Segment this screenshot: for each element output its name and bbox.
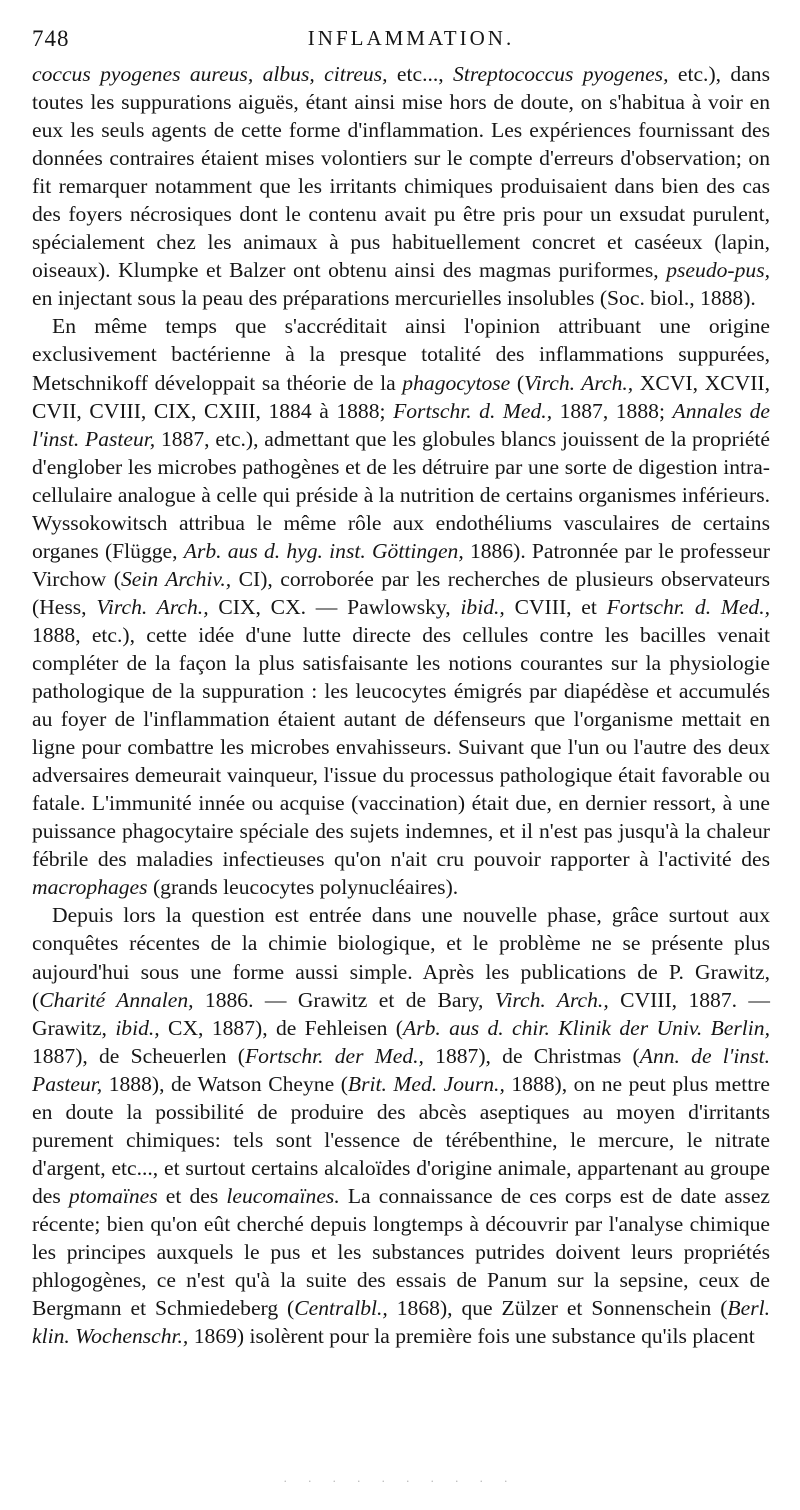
text-run: 1868), que Zülzer et Sonnenschein ( (387, 1296, 728, 1321)
text-run: 1886. — Grawitz et de Bary, (193, 987, 495, 1012)
page-number: 748 (32, 26, 70, 51)
italic-text-run: ibid., (460, 594, 505, 619)
italic-text-run: Annales de l'inst. Pasteur, (32, 398, 770, 451)
text-run: 1887, etc.), admettant que les globules blancs jouissent de la propriété d'englober les microbes pathogènes et de les détruire par une sorte de digestion intra-cellulaire analogue à celle qui préside à la nutrition de certains organismes inférieurs. Wyssokowitsch attribua le même rôle aux endothéliums vasculaires de certains organes (Flügge, (32, 426, 770, 563)
text-run: 1888), de Watson Cheyne ( (102, 1071, 348, 1096)
text-run: ( (510, 370, 525, 395)
italic-text-run: leucomaïnes. (226, 1183, 340, 1208)
text-run: 1887), de Christmas ( (423, 1043, 640, 1068)
text-run: CIX, CX. — Pawlowsky, (208, 594, 461, 619)
text-run: La connaissance de ces corps est de date assez récente; bien qu'on eût cherché depuis longtemps à découvrir par l'analyse chimique les principes auxquels le pus et les substances putrides doivent leurs propriétés phlogogènes, ce n'est qu'à la suite des essais de Panum sur la sepsine, ceux de Bergmann et Schmiedeberg ( (32, 1183, 771, 1321)
italic-text-run: Virch. Arch., (96, 594, 209, 619)
text-run: Depuis lors la question est entrée dans une nouvelle phase, grâce surtout aux conquêtes récentes de la chimie biologique, et le problème ne se présente plus aujourd'hui sous une forme aussi simple. Après les publications de P. Grawitz, ( (32, 903, 770, 1012)
italic-text-run: Brit. Med. Journ., (347, 1071, 505, 1096)
body-text (32, 60, 770, 1350)
running-header (30, 26, 770, 58)
text-run: En même temps que s'accréditait ainsi l'opinion attribuant une origine exclusivement bactérienne à la presque totalité des inflammations suppurées, Metschnikoff développait sa théorie de la (32, 314, 770, 395)
italic-text-run: Centralbl., (294, 1296, 388, 1321)
italic-text-run: Charité Annalen, (39, 987, 194, 1012)
text-run: 1888, etc.), cette idée d'une lutte directe des cellules contre les bacilles venait compléter de la façon la plus satisfaisante les notions courantes sur la physiologie pathologique de la suppuration : les leucocytes émigrés par diapédèse et accumulés au foyer de l'inflammation étaient autant de défenseurs que l'organisme mettait en ligne pour combattre les microbes envahisseurs. Suivant que l'un ou l'autre des deux adversaires demeurait vainqueur, l'issue du processus pathologique était favorable ou fatale. L'immunité innée ou acquise (vaccination) était due, en dernier ressort, à une puissance phagocytaire spéciale des sujets indemnes, et il n'est pas jusqu'à la chaleur fébrile des maladies infectieuses qu'on n'ait cru pouvoir rapporter à l'activité des (32, 622, 770, 872)
running-title: INFLAMMATION. (307, 26, 515, 50)
italic-text-run: Fortschr. d. Med., (393, 398, 553, 423)
paragraph-3 (32, 901, 770, 1350)
italic-text-run: ibid., (115, 1015, 160, 1040)
italic-text-run: Berl. klin. Wochenschr., (32, 1296, 770, 1349)
text-run: CVIII, 1887. — Grawitz, (32, 987, 770, 1040)
italic-text-run: Ann. de l'inst. Pasteur, (32, 1043, 770, 1096)
italic-text-run: Sein Archiv., (120, 566, 232, 591)
paragraph-2 (32, 312, 770, 901)
italic-text-run: pseudo-pus, (666, 258, 770, 283)
text-run: XCVI, XCVII, CVII, CVIII, CIX, CXIII, 1884 à 1888; (32, 370, 771, 423)
text-run: en injectant sous la peau des préparations mercurielles insolubles (Soc. biol., 1888). (32, 286, 756, 311)
italic-text-run: Virch. Arch., (524, 370, 634, 395)
text-run: et des (157, 1183, 227, 1208)
text-run: 1888), on ne peut plus mettre en doute la possibilité de produire des abcès aseptiques au moyen d'irritants purement chimiques: tels sont l'essence de térébenthine, le mercure, le nitrate d'argent, etc..., et surtout certains alcaloïdes d'origine animale, appartenant au groupe des (32, 1071, 770, 1208)
italic-text-run: coccus pyogenes aureus, albus, citreus, (32, 62, 388, 86)
text-run: etc.), dans toutes les suppurations aiguës, étant ainsi mise hors de doute, on s'habitua à voir en eux les seuls agents de cette forme d'inflammation. Les expériences fournissant des données contraires étaient mises volontiers sur le compte d'erreurs d'observation; on fit remarquer notamment que les irritants chimiques produisaient dans bien des cas des foyers nécrosiques dont le contenu avait pu être pris pour un exsudat purulent, spécialement chez les animaux à pus habituellement concret et caséeux (lapin, oiseaux). Klumpke et Balzer ont obtenu ainsi des magmas puriformes, (32, 62, 770, 283)
text-run: 1887, 1888; (552, 398, 673, 423)
text-run: 1887), de Scheuerlen ( (32, 1043, 245, 1068)
bottom-margin-specks: . . . . . . . . . . (283, 1470, 517, 1485)
italic-text-run: Fortschr. d. Med., (606, 594, 771, 619)
italic-text-run: Arb. aus d. hyg. inst. Göttingen, (183, 538, 464, 563)
italic-text-run: macrophages (32, 875, 148, 900)
text-run: etc..., (387, 62, 454, 86)
text-run: 1886). Patronnée par le professeur Virchow ( (32, 538, 770, 591)
paragraph-1 (32, 60, 770, 312)
text-run: CI), corroborée par les recherches de plusieurs observateurs (Hess, (32, 566, 770, 619)
italic-text-run: Fortschr. der Med., (244, 1043, 424, 1068)
italic-text-run: phagocytose (402, 370, 511, 395)
italic-text-run: Virch. Arch., (494, 987, 609, 1012)
italic-text-run: Arb. aus d. chir. Klinik der Univ. Berlin, (403, 1015, 770, 1040)
italic-text-run: ptomaïnes (68, 1183, 158, 1208)
text-run: (grands leucocytes polynucléaires). (147, 875, 459, 900)
text-run: CVIII, et (504, 594, 607, 619)
italic-text-run: Streptococcus pyogenes, (453, 62, 669, 86)
text-run: CX, 1887), de Fehleisen ( (159, 1015, 403, 1040)
text-run: 1869) isolèrent pour la première fois une substance qu'ils placent (188, 1324, 755, 1349)
